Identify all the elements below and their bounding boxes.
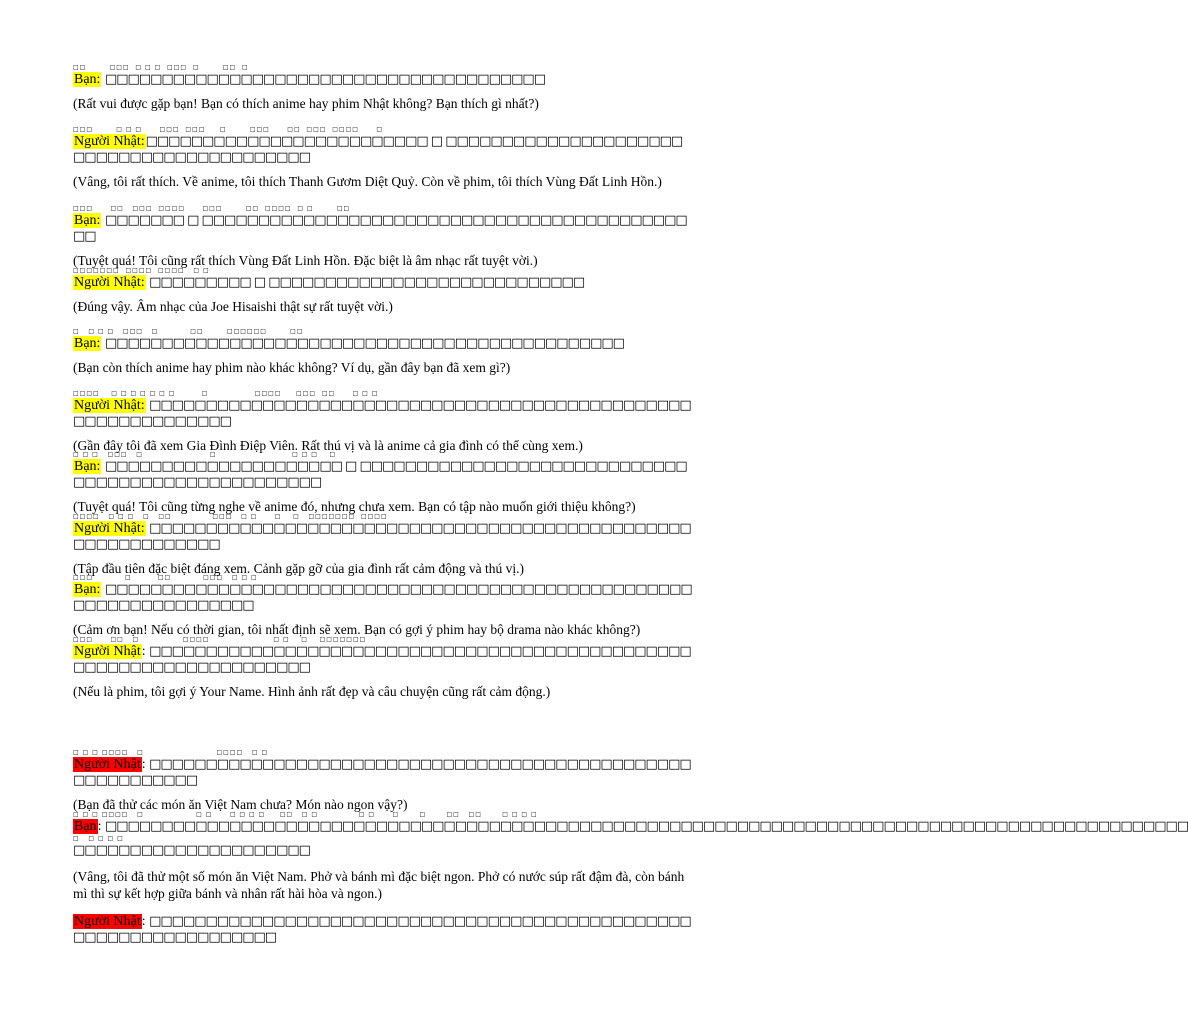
dialogue-entry bbox=[73, 906, 693, 946]
speaker-label: Người Nhật: bbox=[74, 398, 145, 413]
dialogue-entry bbox=[73, 513, 693, 577]
vietnamese-translation: (Bạn còn thích anime hay phim nào khác không? Ví dụ, gần đây bạn đã xem gì?) bbox=[73, 360, 511, 375]
ruby-annotation: □ □ □ □□□□ □ □□□□ □ □ bbox=[73, 749, 269, 756]
vietnamese-translation: (Vâng, tôi đã thử một số món ăn Việt Nam. Phở và bánh mì đặc biệt ngon. Phở có nước súp rất đậm đà, còn bánh mì thì sự kết hợp giữa bánh và nhân rất hài hòa và ngon.) bbox=[73, 869, 685, 901]
ruby-annotation: □□□□ □ □ □ □ □□ □□□ □ □ □ □ □□□□□□□ □□□□ bbox=[73, 513, 388, 520]
speaker-label: Bạn: bbox=[74, 336, 101, 351]
dialogue-entry bbox=[73, 205, 693, 269]
ruby-annotation bbox=[73, 906, 693, 914]
ruby-annotation: □ □ □ □□□□ □ □ □ □ □ □ □ □□ □ □ □ □ □ □ □□ □□ □ □ □ □ bbox=[73, 811, 538, 818]
japanese-text: □□□□□□□□□□□□□□□□□□□□□□□□□□□□□□□□□□□□□□□□□□□□□□□□□□□□□□□□□□□□□ bbox=[73, 521, 691, 552]
dialogue-entry bbox=[73, 126, 693, 190]
speaker-colon: : bbox=[97, 819, 102, 834]
speaker-label: Bạn: bbox=[74, 459, 101, 474]
japanese-text: □□□□□□□□□ □ □□□□□□□□□□□□□□□□□□□□□□□□□□□□ bbox=[149, 275, 585, 290]
ruby-annotation: □□□□ □ □ □ □ □ □ □ □ □□□□ □□□ □□ □ □ □ bbox=[73, 390, 379, 397]
speaker-label: Bạn: bbox=[74, 582, 101, 597]
japanese-text: □□□□□□□□□□□□□□□□□□□□□□□□□□□□□□□□□□□□□□□□□□□□□□□□□□□□□□□□□□□□□□□□□□ bbox=[73, 914, 691, 945]
speaker-label: Người Nhật bbox=[74, 644, 141, 659]
ruby-annotation: □□□ □□ □ □□□□ □ □ □ □□□□□□□ bbox=[73, 636, 367, 643]
dialogue-entry bbox=[73, 328, 693, 376]
vietnamese-translation: (Nếu là phim, tôi gợi ý Your Name. Hình ảnh rất đẹp và câu chuyện cũng rất cảm động.) bbox=[73, 684, 551, 699]
dialogue-entry bbox=[73, 64, 693, 112]
speaker-label: Người Nhật bbox=[74, 757, 141, 772]
vietnamese-translation: (Tuyệt quá! Tôi cũng từng nghe về anime đó, nhưng chưa xem. Bạn có tập nào muốn giới thiệu không?) bbox=[73, 499, 636, 514]
vietnamese-translation: (Cảm ơn bạn! Nếu có thời gian, tôi nhất định sẽ xem. Bạn có gợi ý phim hay bộ drama nào khác không?) bbox=[73, 622, 641, 637]
japanese-text: □□□□□□□ □ □□□□□□□□□□□□□□□□□□□□□□□□□□□□□□□□□□□□□□□□□□□□□ bbox=[73, 213, 687, 244]
ruby-annotation: □ □ □ □ □ bbox=[73, 835, 124, 842]
vietnamese-translation: (Bạn đã thử các món ăn Việt Nam chưa? Món nào ngon vậy?) bbox=[73, 797, 408, 812]
ruby-annotation: □□ □□□ □ □ □ □□□ □ □□ □ bbox=[73, 64, 249, 71]
japanese-text: □□□□□□□□□□□□□□□□□□□□□ □ □□□□□□□□□□□□□□□□□□□□□□□□□□□□□□□□□□□□□□□□□□□□□□□□□□□ bbox=[73, 459, 687, 490]
speaker-colon: : bbox=[141, 914, 146, 929]
dialogue-entry bbox=[73, 267, 693, 315]
speaker-label: Người Nhật bbox=[74, 914, 141, 929]
vietnamese-translation: (Vâng, tôi rất thích. Về anime, tôi thích Thanh Gươm Diệt Quỷ. Còn về phim, tôi thích Vùng Đất Linh Hồn.) bbox=[73, 174, 662, 189]
vietnamese-translation: (Tuyệt quá! Tôi cũng rất thích Vùng Đất Linh Hồn. Đặc biệt là âm nhạc rất tuyệt vời.) bbox=[73, 253, 538, 268]
japanese-text: □□□□□□□□□□□□□□□□□□□□□□□□□□□□□□□□□□□□□□□□□□□□□□□□□□□□□□□□□□□□□□□□□□□□ bbox=[73, 582, 692, 613]
speaker-colon: : bbox=[141, 757, 146, 772]
japanese-text: □□□□□□□□□□□□□□□□□□□□□□□□□□□□□□□□□□□□□□□□□□□□□□□□□□□□□□□□□□□□□□ bbox=[73, 398, 691, 429]
speaker-label: Bạn: bbox=[74, 213, 101, 228]
japanese-text-continued: □□□□□□□□□□□□□□□□□□□□□ bbox=[73, 843, 310, 858]
japanese-text: □□□□□□□□□□□□□□□□□□□□□□□□□□□□□□□□□□□□□□□ bbox=[104, 72, 545, 87]
ruby-annotation: □□□□□□□ □□□□ □□□□ □ □ bbox=[73, 267, 210, 274]
dialogue-entry bbox=[73, 451, 693, 515]
japanese-text: □□□□□□□□□□□□□□□□□□□□□□□□□□□□□□□□□□□□□□□□□□□□□□ bbox=[104, 336, 624, 351]
dialogue-entry bbox=[73, 574, 693, 638]
speaker-label: Bạn: bbox=[74, 72, 101, 87]
speaker-label: Bạn bbox=[74, 819, 97, 834]
vietnamese-translation: (Đúng vậy. Âm nhạc của Joe Hisaishi thật sự rất tuyệt vời.) bbox=[73, 299, 393, 314]
japanese-text: □□□□□□□□□□□□□□□□□□□□□□□□□ □ □□□□□□□□□□□□□□□□□□□□□□□□□□□□□□□□□□□□□□□□□□ bbox=[73, 134, 683, 165]
dialogue-entry bbox=[73, 390, 693, 454]
ruby-annotation: □ □ □ □ □□□ □ □□ □□□□□□ □□ bbox=[73, 328, 304, 335]
japanese-text: □□□□□□□□□□□□□□□□□□□□□□□□□□□□□□□□□□□□□□□□□□□□□□□□□□□□□□□□□□□ bbox=[73, 757, 691, 788]
vietnamese-translation: (Rất vui được gặp bạn! Bạn có thích anime hay phim Nhật không? Bạn thích gì nhất?) bbox=[73, 96, 539, 111]
speaker-label: Người Nhật: bbox=[74, 134, 145, 149]
vietnamese-translation: (Gần đây tôi đã xem Gia Đình Điệp Viên. Rất thú vị và là anime cả gia đình có thể cùng xem.) bbox=[73, 438, 583, 453]
dialogue-entry bbox=[73, 749, 693, 813]
vietnamese-translation: (Tập đầu tiên đặc biệt đáng xem. Cảnh gặp gỡ của gia đình rất cảm động và thú vị.) bbox=[73, 561, 524, 576]
ruby-annotation: □□□ □ □ □ □□□ □□□ □ □□□ □□ □□□ □□□□ □ bbox=[73, 126, 384, 133]
speaker-label: Người Nhật: bbox=[74, 275, 145, 290]
dialogue-entry bbox=[73, 811, 1188, 902]
ruby-annotation: □□□ □□ □□□ □□□□ □□□ □□ □□□□ □ □ □□ bbox=[73, 205, 351, 212]
dialogue-entry bbox=[73, 636, 693, 700]
japanese-text: □□□□□□□□□□□□□□□□□□□□□□□□□□□□□□□□□□□□□□□□□□□□□□□□□□□□□□□□□□□□□□□□□□□□□□□□□□□□□□□□□□□□□□□□□□□□□□□□ bbox=[104, 819, 1188, 834]
speaker-label: Người Nhật: bbox=[74, 521, 145, 536]
speaker-colon: : bbox=[141, 644, 146, 659]
ruby-annotation: □□□ □ □□ □□□ □ □ □ bbox=[73, 574, 258, 581]
japanese-text: □□□□□□□□□□□□□□□□□□□□□□□□□□□□□□□□□□□□□□□□□□□□□□□□□□□□□□□□□□□□□□□□□□□□□ bbox=[73, 644, 691, 675]
ruby-annotation: □ □ □ □□□ □ □ □ □ □ □ bbox=[73, 451, 337, 458]
